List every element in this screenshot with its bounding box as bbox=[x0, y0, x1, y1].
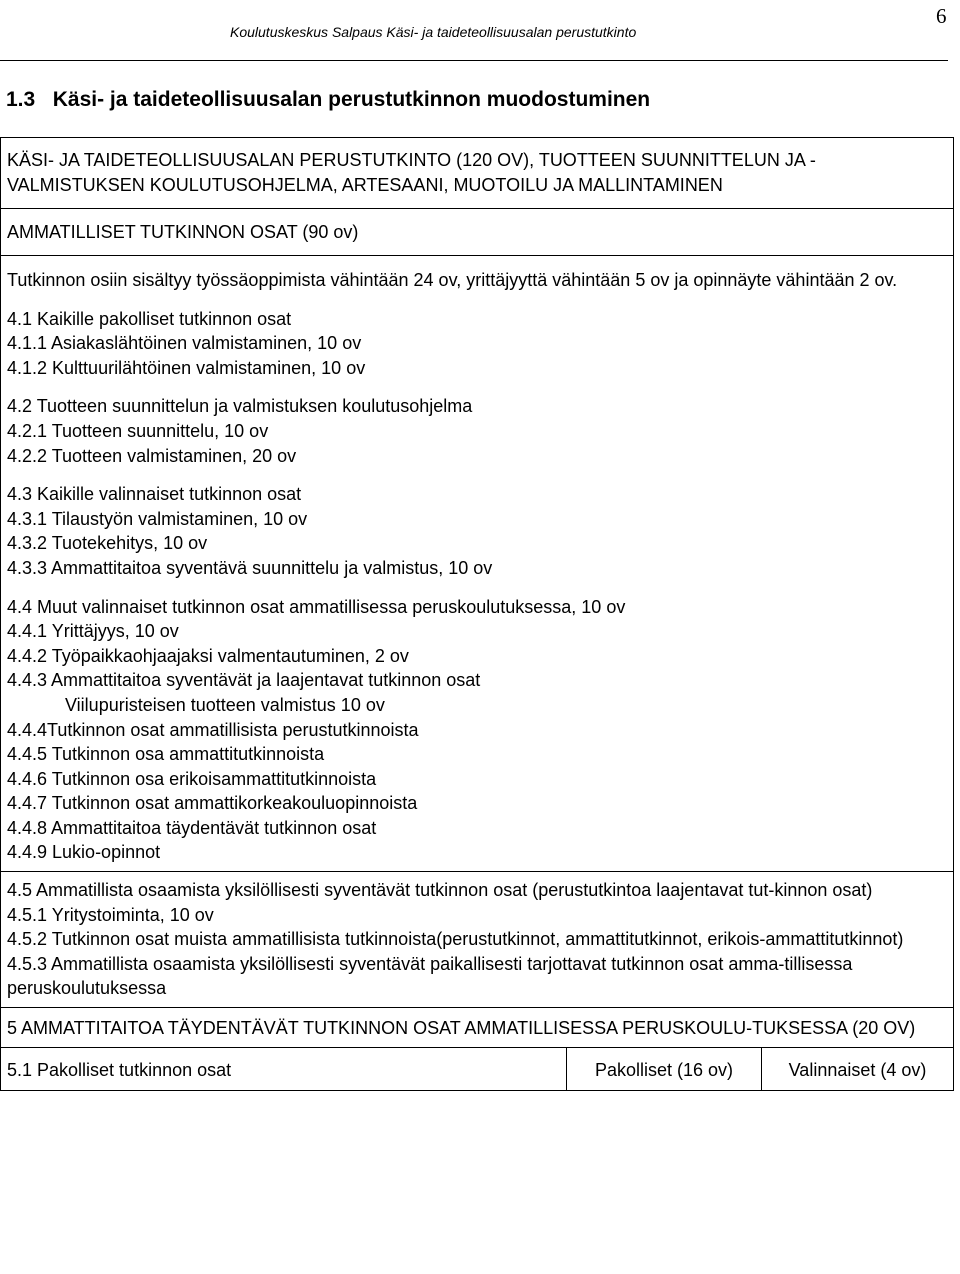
list-item: Viilupuristeisen tuotteen valmistus 10 ov bbox=[65, 694, 385, 715]
running-header: Koulutuskeskus Salpaus Käsi- ja taideteollisuusalan perustutkinto bbox=[230, 24, 637, 40]
list-item: 4.5.2 Tutkinnon osat muista ammatillisista tutkinnoista(perustutkinnot, ammattitutkinnot, erikois-ammattitutkinnot) bbox=[7, 929, 904, 950]
list-item: 4.4.6 Tutkinnon osa erikoisammattitutkinnoista bbox=[7, 768, 377, 789]
row-5-1-label: 5.1 Pakolliset tutkinnon osat bbox=[7, 1059, 232, 1080]
list-item: 4.4.4Tutkinnon osat ammatillisista perustutkinnoista bbox=[7, 719, 419, 740]
table-row bbox=[1, 209, 954, 256]
vocational-heading-cell bbox=[1, 209, 954, 256]
list-item: 4.3.1 Tilaustyön valmistaminen, 10 ov bbox=[7, 508, 308, 529]
list-item: 4.1.1 Asiakaslähtöinen valmistaminen, 10 ov bbox=[7, 333, 362, 354]
section-5-cell bbox=[1, 1008, 954, 1048]
list-item: 4.5.1 Yritystoiminta, 10 ov bbox=[7, 904, 214, 925]
list-item: 4.4.2 Työpaikkaohjaajaksi valmentautuminen, 2 ov bbox=[7, 645, 409, 666]
table-row bbox=[1, 255, 954, 871]
work-learning-note: Tutkinnon osiin sisältyy työssäoppimista vähintään 24 ov, yrittäjyyttä vähintään 5 ov ja opinnäyte vähintään 2 ov. bbox=[7, 269, 898, 290]
degree-structure-table bbox=[0, 137, 954, 1091]
vocational-heading: AMMATILLISET TUTKINNON OSAT (90 ov) bbox=[7, 222, 359, 242]
section-5-heading: 5 AMMATTITAITOA TÄYDENTÄVÄT TUTKINNON OSAT AMMATILLISESSA PERUSKOULU-TUKSESSA (20 OV) bbox=[7, 1018, 916, 1039]
mandatory-amount: Pakolliset (16 ov) bbox=[594, 1059, 734, 1080]
table-row bbox=[1, 138, 954, 209]
table-row bbox=[1, 1047, 954, 1091]
list-item: 4.2.2 Tuotteen valmistaminen, 20 ov bbox=[7, 445, 297, 466]
list-item: 4.1.2 Kulttuurilähtöinen valmistaminen, 10 ov bbox=[7, 357, 366, 378]
group-title-4-3: 4.3 Kaikille valinnaiset tutkinnon osat bbox=[7, 484, 302, 505]
section-title: Käsi- ja taideteollisuusalan perustutkinnon muodostuminen bbox=[52, 88, 651, 111]
group-title-4-4: 4.4 Muut valinnaiset tutkinnon osat ammatillisessa peruskoulutuksessa, 10 ov bbox=[7, 596, 626, 617]
list-item: 4.4.1 Yrittäjyys, 10 ov bbox=[7, 621, 179, 642]
degree-heading-cell bbox=[1, 138, 954, 209]
list-item: 4.4.5 Tutkinnon osa ammattitutkinnoista bbox=[7, 744, 325, 765]
modules-cell bbox=[1, 255, 954, 871]
optional-amount: Valinnaiset (4 ov) bbox=[788, 1059, 927, 1080]
group-title-4-2: 4.2 Tuotteen suunnittelun ja valmistuksen koulutusohjelma bbox=[7, 396, 473, 417]
section-heading bbox=[6, 88, 650, 112]
list-item: 4.4.8 Ammattitaitoa täydentävät tutkinnon osat bbox=[7, 817, 377, 838]
group-4-5-cell bbox=[1, 872, 954, 1008]
table-cell bbox=[567, 1047, 762, 1091]
list-item: 4.4.7 Tutkinnon osat ammattikorkeakouluopinnoista bbox=[7, 793, 418, 814]
header-rule bbox=[0, 60, 948, 61]
list-item: 4.5.3 Ammatillista osaamista yksilöllisesti syventävät paikallisesti tarjottavat tutkinnon osat amma-tillisessa peruskoulutuksessa bbox=[7, 953, 853, 999]
list-item: 4.2.1 Tuotteen suunnittelu, 10 ov bbox=[7, 420, 269, 441]
group-title-4-5: 4.5 Ammatillista osaamista yksilöllisesti syventävät tutkinnon osat (perustutkintoa laajentavat tut-kinnon osat) bbox=[7, 880, 873, 901]
list-item: 4.3.2 Tuotekehitys, 10 ov bbox=[7, 533, 208, 554]
list-item: 4.4.3 Ammattitaitoa syventävät ja laajentavat tutkinnon osat bbox=[7, 670, 481, 691]
table-cell bbox=[762, 1047, 954, 1091]
degree-heading: KÄSI- JA TAIDETEOLLISUUSALAN PERUSTUTKINTO (120 OV), TUOTTEEN SUUNNITTELUN JA -VALMISTUKSEN KOULUTUSOHJELMA, ARTESAANI, MUOTOILU JA MALLINTAMINEN bbox=[7, 150, 816, 195]
group-title-4-1: 4.1 Kaikille pakolliset tutkinnon osat bbox=[7, 308, 292, 329]
page-number: 6 bbox=[936, 4, 947, 28]
table-cell bbox=[1, 1047, 567, 1091]
table-row bbox=[1, 1008, 954, 1048]
list-item: 4.4.9 Lukio-opinnot bbox=[7, 842, 161, 863]
section-number: 1.3 bbox=[6, 88, 36, 111]
list-item: 4.3.3 Ammattitaitoa syventävä suunnittelu ja valmistus, 10 ov bbox=[7, 557, 493, 578]
table-row bbox=[1, 872, 954, 1008]
